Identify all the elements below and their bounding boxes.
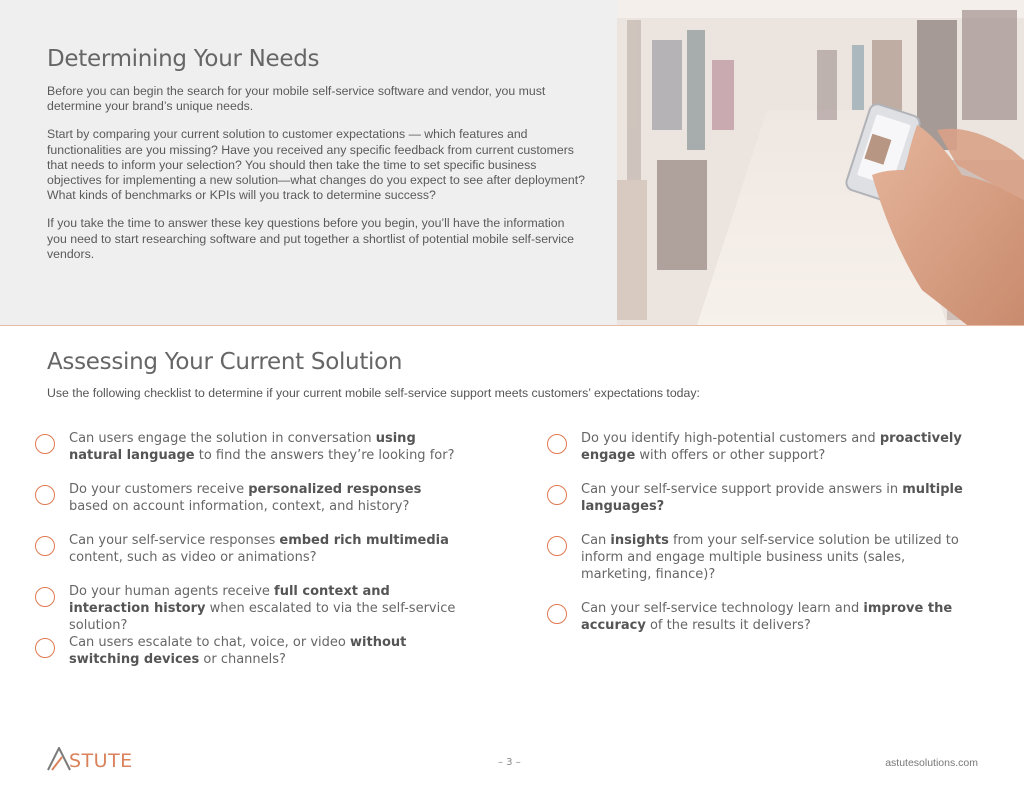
plain-text: content, such as video or animations? (69, 550, 317, 565)
checklist-item (547, 532, 976, 583)
checklist-text (581, 600, 976, 634)
checkbox-circle[interactable] (35, 485, 55, 505)
emphasis-text: without switching devices (69, 635, 407, 667)
checklist-text (581, 481, 976, 515)
shopping-photo (617, 0, 1024, 325)
plain-text: based on account information, context, and history? (69, 499, 410, 514)
emphasis-text: embed rich multimedia (279, 533, 449, 548)
needs-paragraph: Before you can begin the search for your mobile self-service software and vendor, you must determine your brand’s unique needs. (47, 84, 546, 114)
needs-body (47, 84, 587, 275)
plain-text: to find the answers they’re looking for? (194, 448, 455, 463)
checkbox-circle[interactable] (547, 485, 567, 505)
emphasis-text: multiple languages? (581, 482, 963, 514)
checklist-item (35, 481, 464, 515)
needs-paragraph: Start by comparing your current solution to customer expectations — which features and functionalities are you missing? Have you received any specific feedback from current customers that needs to inform your selection? You should then take the time to set specific business objectives for implementing a new solution—what changes do you expect to see after deployment? What kinds of benchmarks or KPIs will you track to determine success? (47, 127, 585, 203)
emphasis-text: insights (610, 533, 669, 548)
checklist-item (547, 481, 976, 515)
plain-text: Can users escalate to chat, voice, or video (69, 635, 351, 650)
plain-text: Can (581, 533, 611, 548)
needs-paragraph: If you take the time to answer these key questions before you begin, you’ll have the information you need to start researching software and put together a shortlist of potential mobile self-service vendors. (47, 216, 575, 261)
checkbox-circle[interactable] (547, 604, 567, 624)
logo-a-icon (47, 747, 71, 771)
plain-text: from your self-service solution be utilized to inform and engage multiple business units (sales, marketing, finance)? (581, 533, 959, 582)
checkbox-circle[interactable] (547, 434, 567, 454)
checklist-item (35, 634, 464, 668)
checklist-text (69, 481, 464, 515)
checklist-item (547, 600, 976, 634)
checklist-text (581, 532, 976, 583)
needs-title: Determining Your Needs (47, 46, 320, 72)
checklist-item (547, 430, 976, 464)
checklist-text (581, 430, 976, 464)
plain-text: Can your self-service responses (69, 533, 280, 548)
checklist-item (35, 430, 464, 464)
plain-text: Do your customers receive (69, 482, 249, 497)
logo-text: STUTE (69, 750, 133, 772)
section-divider (0, 325, 1024, 326)
checklist-text (69, 430, 464, 464)
checklist-text (69, 583, 464, 634)
checkbox-circle[interactable] (35, 638, 55, 658)
plain-text: when escalated to via the self-service solution? (69, 601, 456, 633)
checkbox-circle[interactable] (547, 536, 567, 556)
emphasis-text: proactively engage (581, 431, 962, 463)
emphasis-text: personalized responses (248, 482, 422, 497)
checklist-text (69, 532, 464, 566)
checklist-item (35, 583, 464, 634)
assessing-subtitle: Use the following checklist to determine if your current mobile self-service support meets customers’ expectations today: (47, 386, 700, 400)
assessing-title: Assessing Your Current Solution (47, 349, 403, 375)
plain-text: with offers or other support? (635, 448, 826, 463)
plain-text: or channels? (199, 652, 286, 667)
checkbox-circle[interactable] (35, 536, 55, 556)
plain-text: Can your self-service support provide answers in (581, 482, 903, 497)
plain-text: Do your human agents receive (69, 584, 275, 599)
plain-text: Can users engage the solution in conversation (69, 431, 376, 446)
emphasis-text: using natural language (69, 431, 416, 463)
page-number: – 3 – (498, 757, 521, 768)
checkbox-circle[interactable] (35, 587, 55, 607)
emphasis-text: improve the accuracy (581, 601, 953, 633)
astute-logo (47, 745, 133, 771)
store-phone-image (617, 0, 1024, 325)
plain-text: of the results it delivers? (645, 618, 811, 633)
checklist-item (35, 532, 464, 566)
plain-text: Can your self-service technology learn and (581, 601, 864, 616)
checkbox-circle[interactable] (35, 434, 55, 454)
emphasis-text: full context and interaction history (69, 584, 390, 616)
website-url: astutesolutions.com (885, 757, 978, 769)
plain-text: Do you identify high-potential customers and (581, 431, 880, 446)
checklist-text (69, 634, 464, 668)
